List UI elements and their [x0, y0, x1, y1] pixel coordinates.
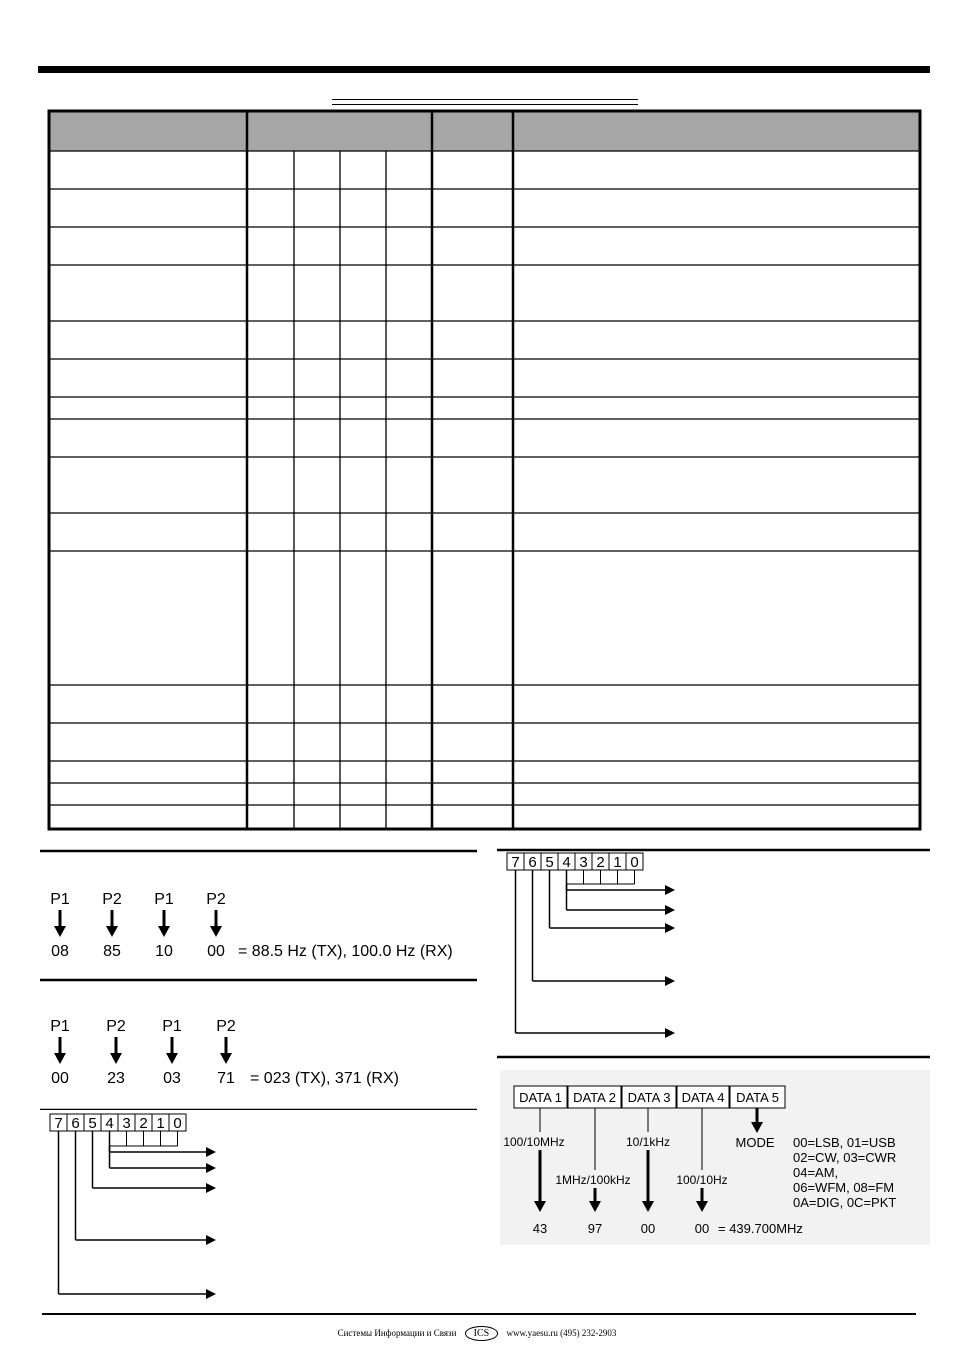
- param-label: P1: [50, 1018, 70, 1035]
- data-value: 00: [694, 1221, 710, 1236]
- mode-code: 02=CW, 03=CWR: [793, 1150, 897, 1165]
- digit-label: 1MHz/100kHz: [555, 1173, 631, 1187]
- param-label: P2: [206, 891, 226, 908]
- bit-label: 2: [139, 1115, 148, 1132]
- param-label: P2: [216, 1018, 236, 1035]
- data-value: 00: [640, 1221, 656, 1236]
- bit-label: 3: [122, 1115, 131, 1132]
- table-header-row: [49, 111, 920, 151]
- bottom-rule: [42, 1313, 916, 1315]
- param-label: P1: [162, 1018, 182, 1035]
- mode-code: 0A=DIG, 0C=PKT: [793, 1195, 897, 1210]
- bit-label: 7: [511, 854, 520, 871]
- param-label: P1: [154, 891, 174, 908]
- bit-label: 4: [562, 854, 571, 871]
- mode-code: 00=LSB, 01=USB: [793, 1135, 896, 1150]
- arrow-down-icon: [106, 926, 118, 937]
- arrow-down-icon: [54, 1053, 66, 1064]
- example-result: = 023 (TX), 371 (RX): [250, 1070, 399, 1087]
- digit-label: 100/10MHz: [503, 1135, 565, 1149]
- bit-label: 2: [596, 854, 605, 871]
- arrow-down-icon: [110, 1053, 122, 1064]
- mode-label: MODE: [735, 1135, 775, 1150]
- arrow-right-icon: [665, 923, 675, 933]
- arrow-down-icon: [166, 1053, 178, 1064]
- data-byte-label: DATA 3: [627, 1090, 671, 1105]
- bit-label: 1: [156, 1115, 165, 1132]
- footer-company: Системы Информации и Связи: [337, 1328, 457, 1338]
- bit-label: 1: [613, 854, 622, 871]
- data-value: 43: [532, 1221, 548, 1236]
- bit-label: 4: [105, 1115, 114, 1132]
- arrow-right-icon: [665, 885, 675, 895]
- param-value: 71: [217, 1070, 235, 1087]
- arrow-right-icon: [665, 1028, 675, 1038]
- param-value: 23: [107, 1070, 125, 1087]
- example-result: = 88.5 Hz (TX), 100.0 Hz (RX): [238, 943, 453, 960]
- param-label: P2: [106, 1018, 126, 1035]
- arrow-right-icon: [206, 1183, 216, 1193]
- arrow-right-icon: [206, 1147, 216, 1157]
- param-value: 85: [103, 943, 121, 960]
- bit-label: 5: [545, 854, 554, 871]
- table-border: [49, 111, 920, 829]
- bit-label: 0: [630, 854, 639, 871]
- param-value: 00: [207, 943, 225, 960]
- tone-dcs-examples: [0, 840, 490, 1110]
- footer-contact: www.yaesu.ru (495) 232-2903: [506, 1328, 617, 1338]
- arrow-down-icon: [54, 926, 66, 937]
- param-value: 08: [51, 943, 69, 960]
- bit-diagram-left: [40, 1110, 480, 1310]
- bit-label: 5: [88, 1115, 97, 1132]
- mode-code: 06=WFM, 08=FM: [793, 1180, 895, 1195]
- arrow-right-icon: [665, 976, 675, 986]
- frequency-example: [500, 1070, 930, 1245]
- arrow-down-icon: [210, 926, 222, 937]
- tone-example: [50, 891, 453, 960]
- bit-label: 6: [71, 1115, 80, 1132]
- arrow-right-icon: [206, 1289, 216, 1299]
- dcs-example: [50, 1018, 399, 1087]
- param-label: P2: [102, 891, 122, 908]
- bit-label: 7: [54, 1115, 63, 1132]
- data-byte-label: DATA 2: [573, 1090, 616, 1105]
- arrow-down-icon: [158, 926, 170, 937]
- arrow-right-icon: [206, 1163, 216, 1173]
- param-value: 10: [155, 943, 173, 960]
- ics-logo: ICS: [465, 1326, 499, 1341]
- bit-label: 3: [579, 854, 588, 871]
- param-value: 03: [163, 1070, 181, 1087]
- frequency-result: = 439.700MHz: [718, 1221, 803, 1236]
- mode-code: 04=AM,: [793, 1165, 839, 1180]
- data-byte-label: DATA 5: [736, 1090, 779, 1105]
- arrow-down-icon: [220, 1053, 232, 1064]
- data-byte-label: DATA 1: [519, 1090, 562, 1105]
- arrow-right-icon: [206, 1235, 216, 1245]
- bit-label: 0: [173, 1115, 182, 1132]
- bit-diagram-right: [497, 840, 937, 1060]
- data-value: 97: [587, 1221, 603, 1236]
- arrow-right-icon: [665, 905, 675, 915]
- data-byte-label: DATA 4: [681, 1090, 725, 1105]
- bit-label: 6: [528, 854, 537, 871]
- param-value: 00: [51, 1070, 69, 1087]
- digit-label: 10/1kHz: [625, 1135, 671, 1149]
- footer: [0, 1326, 954, 1341]
- digit-label: 100/10Hz: [676, 1173, 728, 1187]
- param-label: P1: [50, 891, 70, 908]
